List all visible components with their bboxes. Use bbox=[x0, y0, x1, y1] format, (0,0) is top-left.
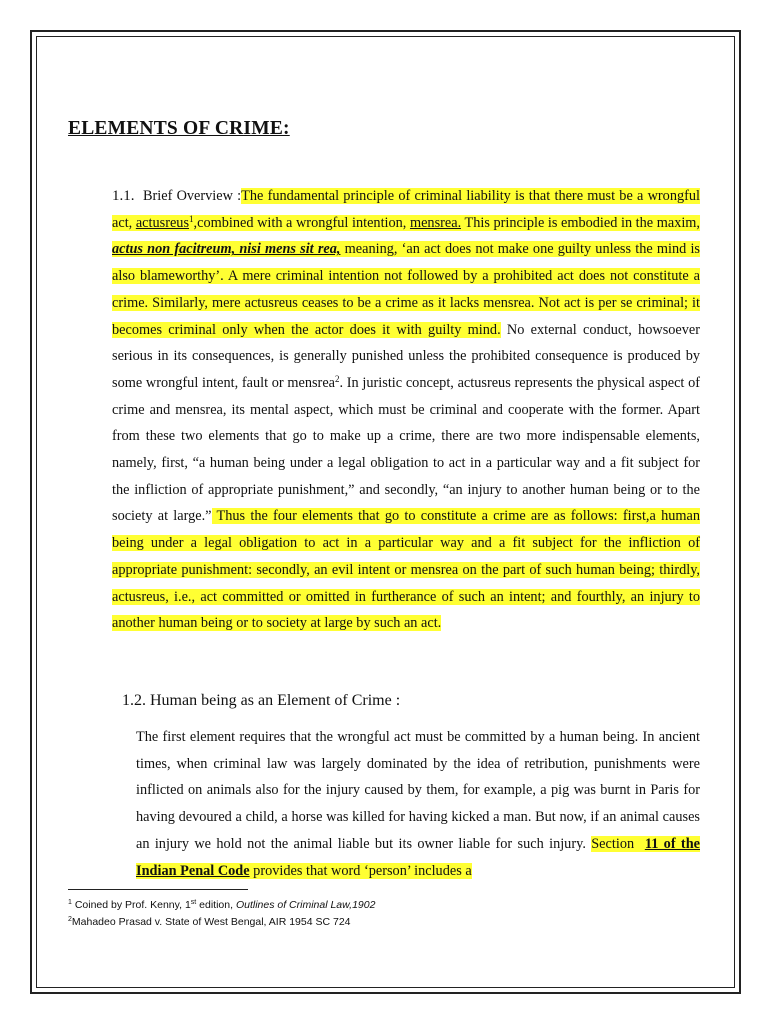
footnote-1 bbox=[68, 897, 668, 914]
maxim-latin: actus non facitreum, nisi mens sit rea, bbox=[112, 241, 341, 258]
text-run: This principle is embodied in the maxim, bbox=[461, 214, 701, 231]
footnote-separator bbox=[68, 889, 248, 890]
term-mensrea: mensrea. bbox=[409, 214, 462, 231]
term-actusreus: actusreus bbox=[135, 214, 190, 231]
text-run: provides that word ‘person’ includes a bbox=[249, 862, 472, 879]
text-run: edition, bbox=[196, 899, 236, 911]
page-title: ELEMENTS OF CRIME: bbox=[68, 118, 290, 139]
section-1-1-number: 1.1. bbox=[112, 188, 135, 204]
section-1-2-title: 1.2. Human being as an Element of Crime : bbox=[122, 692, 401, 709]
text-run: No external conduct, howsoever serious in its consequences, is generally punished unless the prohibited consequence is produced by some wrongful intent, fault or mensrea bbox=[112, 321, 701, 391]
highlight-maxim bbox=[112, 215, 700, 338]
footnote-1-mark: 1 bbox=[68, 899, 72, 906]
text-run: The first element requires that the wrongful act must be committed by a human being. In ancient times, when criminal law was largely dominated by the idea of retribution, punishments were inflicted on animals also for the injury caused by them, for example, a pig was burnt in Paris for having devoured a child, a horse was killed for having kicked a man. But now, if an animal causes an injury we hold not the animal liable but its owner liable for such injury. bbox=[136, 729, 700, 852]
section-1-2-paragraph bbox=[136, 724, 700, 884]
footnote-ref-1[interactable]: 1 bbox=[189, 213, 194, 224]
ipc-reference: 11 of the Indian Penal Code bbox=[136, 835, 700, 879]
footnote-2 bbox=[68, 914, 668, 931]
ordinal-suffix: st bbox=[190, 899, 197, 906]
highlight-four-elements: Thus the four elements that go to constitute a crime are as follows: first,a human being under a legal obligation to act in a particular way and a fit subject for the infliction of appropriate punishment: secondly, an evil intent or mensrea on the part of such human being; thirdly, actusreus, i.e., act committed or omitted in furtherance of such an intent; and fourthly, an injury to another human being or to society at large by such an act. bbox=[112, 508, 700, 632]
text-run: meaning, ‘an act does not make one guilty unless the mind is also blameworthy’. A mere criminal intention not followed by a prohibited act does not constitute a crime. Similarly, mere actusreus ceases to be a crime as it lacks mensrea. Not act is per se criminal; it becomes criminal only when the actor does it with guilty mind. bbox=[112, 241, 700, 338]
footnote-ref-2[interactable]: 2 bbox=[335, 373, 340, 384]
text-run: The fundamental principle of criminal liability is that there must be a wrongful act, bbox=[112, 188, 701, 231]
text-run: Coined by Prof. Kenny, 1 bbox=[71, 899, 191, 911]
section-1-1-title: Brief Overview : bbox=[142, 188, 242, 204]
text-run: ,combined with a wrongful intention, bbox=[193, 214, 410, 231]
text-run: Section bbox=[591, 835, 635, 852]
section-1-1-paragraph bbox=[112, 183, 700, 637]
text-run: Mahadeo Prasad v. State of West Bengal, AIR 1954 SC 724 bbox=[71, 916, 351, 928]
book-title: Outlines of Criminal Law,1902 bbox=[235, 899, 376, 911]
footnote-2-mark: 2 bbox=[68, 916, 72, 923]
footnotes bbox=[68, 897, 668, 931]
heading-block bbox=[68, 118, 700, 140]
text-run: . In juristic concept, actusreus represents the physical aspect of crime and mensrea, its mental aspect, which must be criminal and cooperate with the former. Apart from these two elements that go to make up a crime, there are two more indispensable elements, namely, first, “a human being under a legal obligation to act in a particular way and a fit subject for the infliction of appropriate punishment,” and secondly, “an injury to another human being or to the society at large.” bbox=[112, 374, 701, 525]
